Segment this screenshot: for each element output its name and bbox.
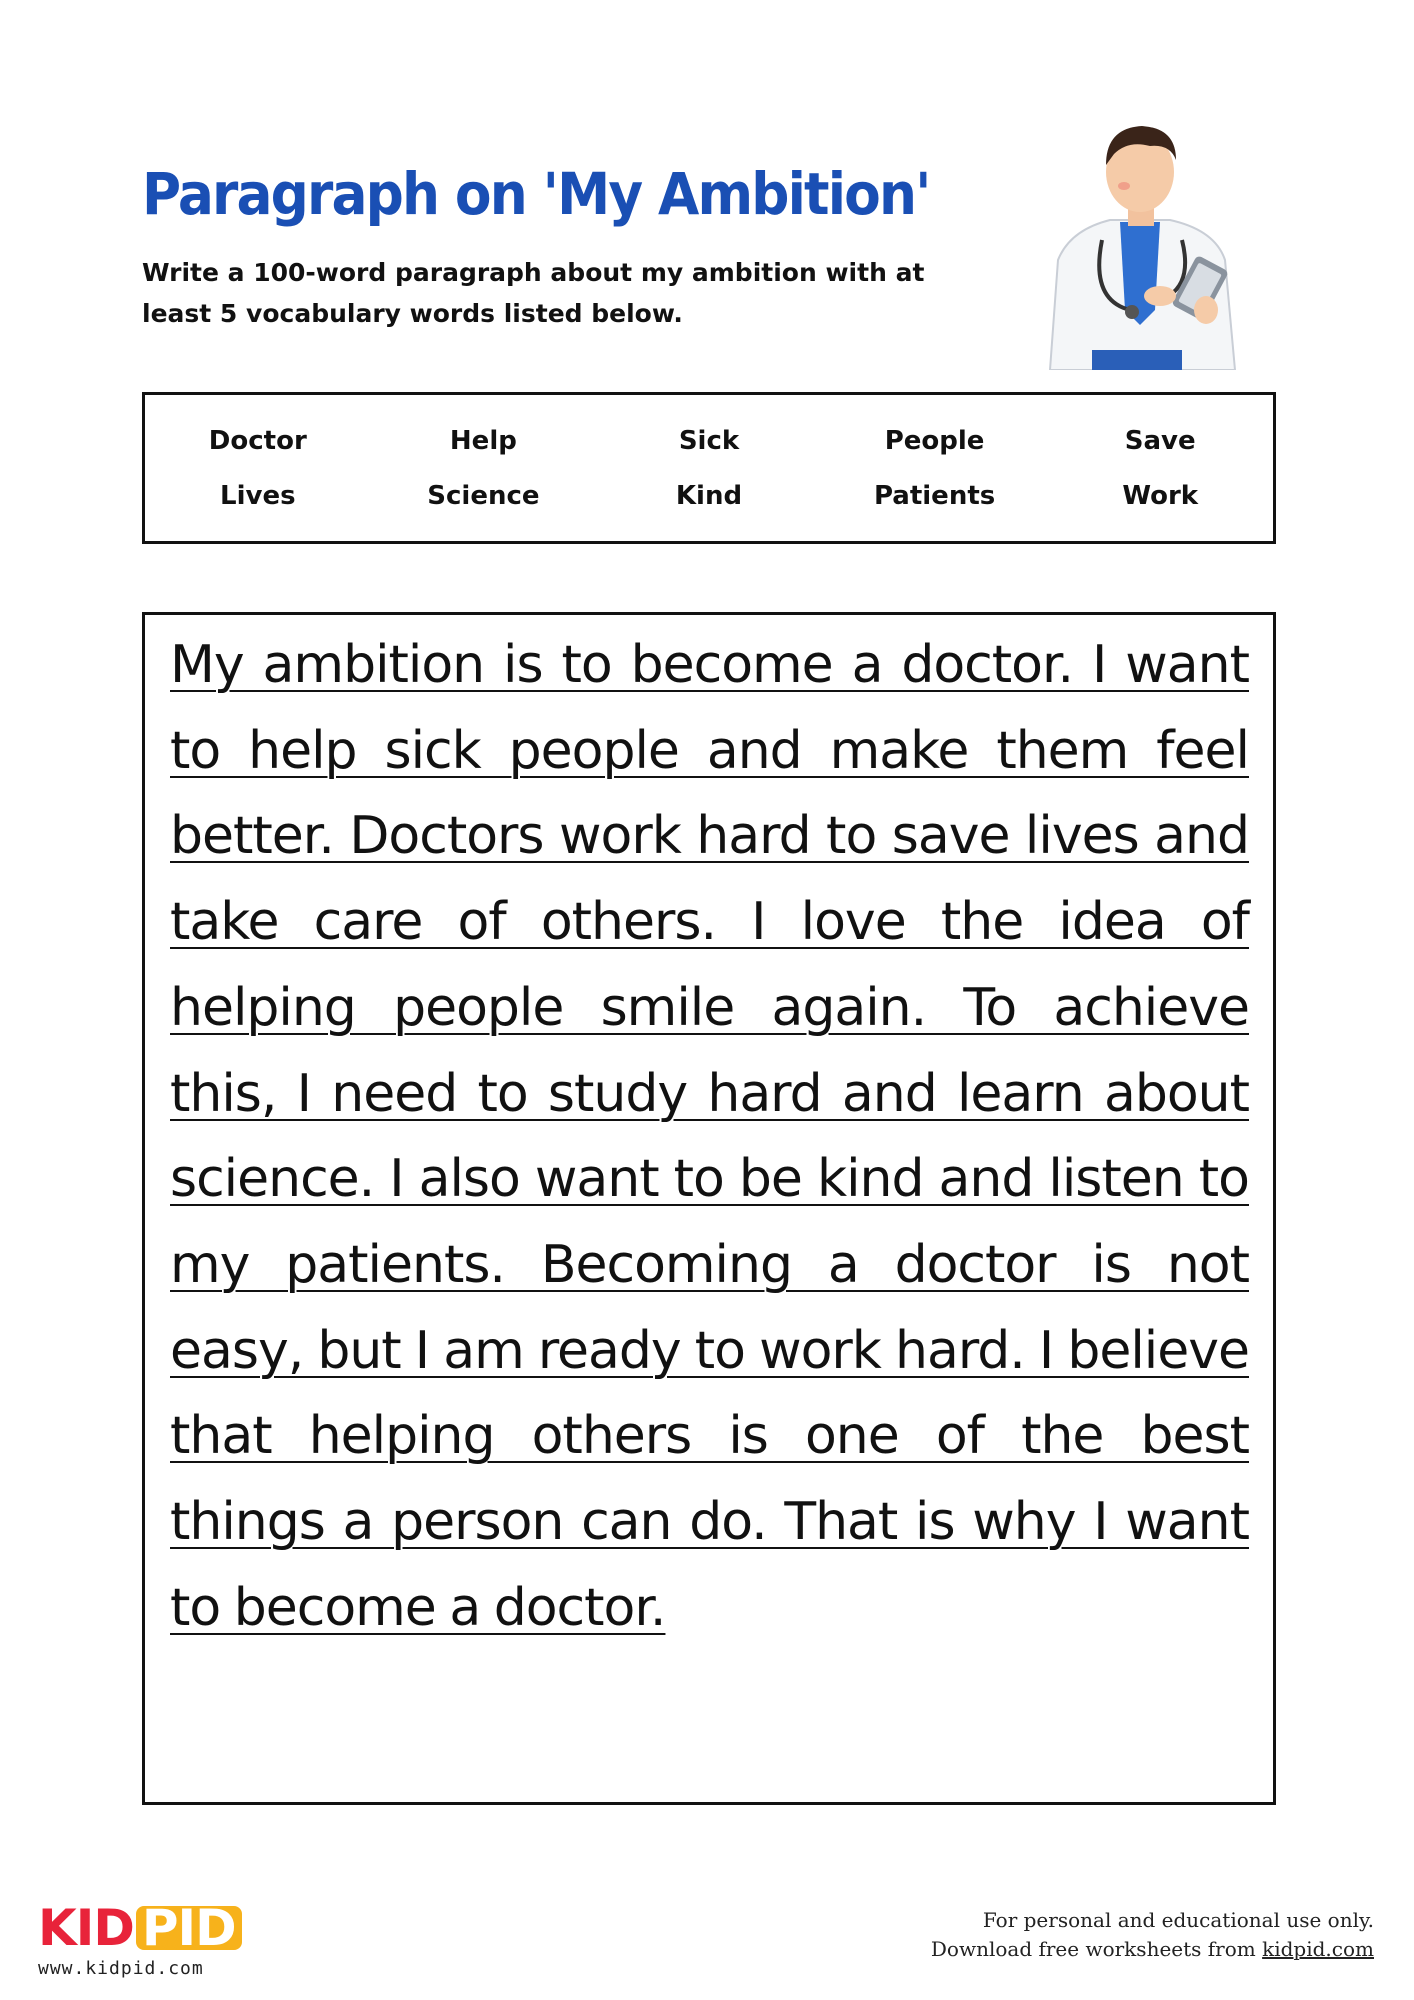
footer-note-prefix: Download free worksheets from (930, 1937, 1263, 1961)
logo-kid: KID (38, 1899, 134, 1957)
logo-mark (38, 1899, 242, 1957)
vocab-word: Kind (675, 480, 743, 511)
vocab-word: Help (449, 425, 517, 456)
vocab-word: Patients (873, 480, 996, 511)
kidpid-link[interactable]: kidpid.com (1262, 1937, 1374, 1961)
paragraph-box (142, 612, 1276, 1805)
vocab-word: Doctor (208, 425, 307, 456)
vocab-word: Lives (220, 480, 296, 511)
footer-note-line1: For personal and educational use only. (982, 1908, 1374, 1932)
footer-note-line2 (931, 1935, 1374, 1964)
footer-note (931, 1906, 1374, 1964)
vocab-word: Save (1124, 425, 1196, 456)
vocab-word: Work (1122, 480, 1199, 511)
instructions: Write a 100-word paragraph about my ambition with at least 5 vocabulary words listed below. (142, 258, 925, 328)
paragraph-text: My ambition is to become a doctor. I want to help sick people and make them feel better. Doctors work hard to save lives and take care of others. I love the idea of helping people smile again. To achieve this, I need to study hard and learn about science. I also want to be kind and listen to my patients. Becoming a doctor is not easy, but I am ready to work hard. I believe that helping others is one of the best things a person can do. That is why I want to become a doctor. (170, 635, 1249, 1638)
vocab-word: Science (427, 480, 540, 511)
vocabulary-box (142, 392, 1276, 544)
kidpid-logo (38, 1899, 242, 1979)
vocab-word: People (884, 425, 985, 456)
doctor-illustration (1010, 110, 1270, 370)
vocab-word: Sick (678, 425, 740, 456)
logo-url: www.kidpid.com (38, 1958, 204, 1979)
logo-pid: PID (136, 1906, 242, 1950)
page-title: Paragraph on 'My Ambition' (142, 160, 930, 228)
